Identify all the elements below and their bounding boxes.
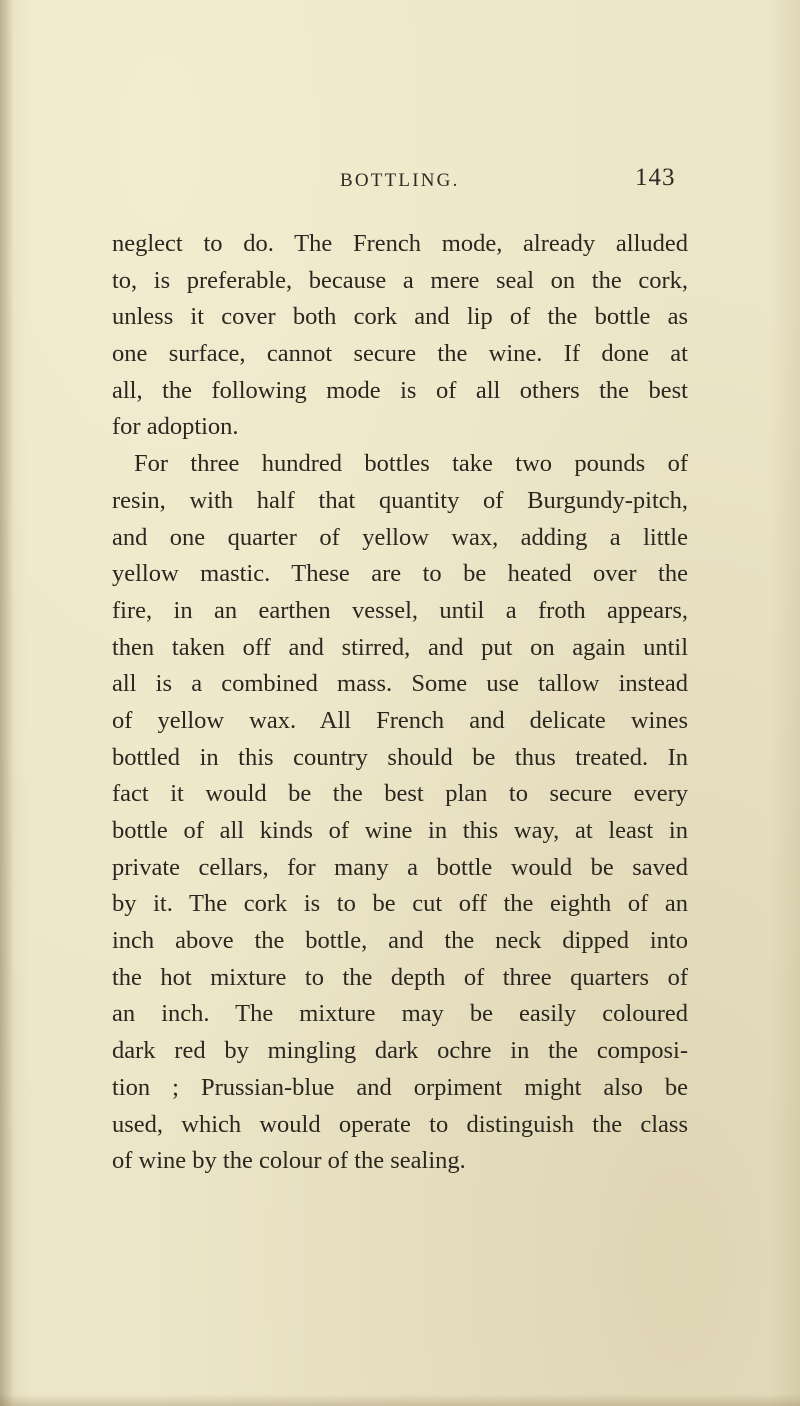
text-line: to, is preferable, because a mere seal on the cork, (112, 266, 688, 294)
text-line: an inch. The mixture may be easily coloured (112, 1000, 688, 1028)
text-line: private cellars, for many a bottle would be saved (112, 853, 688, 881)
text-line: fire, in an earthen vessel, until a froth appears, (112, 596, 688, 624)
text-line: yellow mastic. These are to be heated over the (112, 560, 688, 588)
text-line: used, which would operate to distinguish the class (112, 1110, 688, 1138)
running-head-title: BOTTLING. (340, 170, 460, 191)
text-line: of wine by the colour of the sealing. (112, 1147, 466, 1175)
page-bottom-edge (0, 1394, 800, 1406)
text-line: fact it would be the best plan to secure every (112, 780, 688, 808)
text-line: of yellow wax. All French and delicate wines (112, 706, 688, 734)
text-line: For three hundred bottles take two pounds of (134, 450, 688, 478)
text-line: all, the following mode is of all others the best (112, 376, 688, 404)
text-line: resin, with half that quantity of Burgundy-pitch, (112, 486, 688, 514)
spine-shadow (0, 0, 14, 1406)
text-line: and one quarter of yellow wax, adding a little (112, 523, 688, 551)
paragraph-2 (112, 446, 688, 1180)
text-line: for adoption. (112, 413, 239, 441)
text-line: unless it cover both cork and lip of the bottle as (112, 303, 688, 331)
text-line: tion ; Prussian-blue and orpiment might also be (112, 1073, 688, 1101)
text-line: bottle of all kinds of wine in this way, at least in (112, 817, 688, 844)
page-number: 143 (635, 164, 676, 191)
text-line: the hot mixture to the depth of three quarters of (112, 963, 688, 991)
text-line: by it. The cork is to be cut off the eighth of an (112, 890, 688, 918)
text-line: neglect to do. The French mode, already alluded (112, 230, 688, 257)
paragraph-1 (112, 226, 688, 446)
text-line: then taken off and stirred, and put on again until (112, 633, 688, 661)
running-head (0, 164, 800, 194)
body-text (112, 226, 688, 1180)
text-line: inch above the bottle, and the neck dipped into (112, 927, 688, 955)
text-line: bottled in this country should be thus treated. In (112, 743, 688, 771)
text-line: one surface, cannot secure the wine. If done at (112, 340, 688, 368)
text-line: all is a combined mass. Some use tallow instead (112, 670, 688, 698)
text-line: dark red by mingling dark ochre in the composi- (112, 1037, 688, 1065)
